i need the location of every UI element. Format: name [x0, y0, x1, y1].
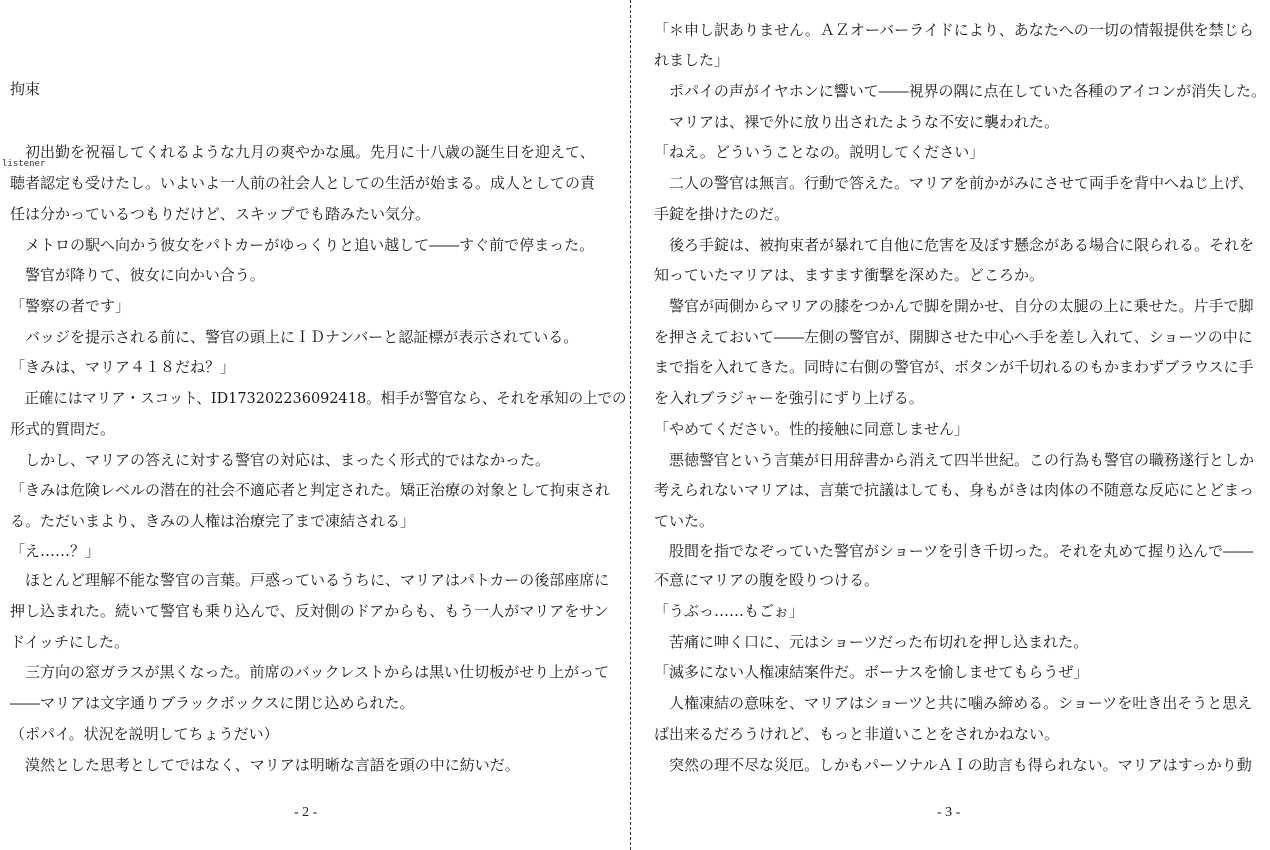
- chapter-title: 拘束: [10, 80, 41, 98]
- body-line: 三方向の窓ガラスが黒くなった。前席のバックレストからは黒い仕切板がせり上がって: [10, 663, 610, 681]
- body-line: を押さえておいて――左側の警官が、開脚させた中心へ手を差し入れて、ショーツの中に: [654, 328, 1253, 346]
- body-line: 「きみは、マリア４１８だね？」: [10, 358, 236, 376]
- body-line: ていた。: [654, 512, 715, 530]
- ruby-word: [2, 159, 46, 193]
- body-line: 初出勤を祝福してくれるような九月の爽やかな風。先月に十八歳の誕生日を迎えて、: [10, 143, 595, 161]
- body-line: バッジを提示される前に、警官の頭上にＩＤナンバーと認証標が表示されている。: [10, 328, 579, 346]
- right-page: [631, 0, 1270, 850]
- body-line: メトロの駅へ向かう彼女をパトカーがゆっくりと追い越して――すぐ前で停まった。: [10, 236, 595, 254]
- body-line-rest: 認定も受けたし。いよいよ一人前の社会人としての生活が始まる。成人としての責: [40, 174, 596, 192]
- body-line: 人権凍結の意味を、マリアはショーツと共に噛み締める。ショーツを吐き出そうと思え: [654, 694, 1253, 712]
- body-line: 「きみは危険レベルの潜在的社会不適応者と判定された。矯正治療の対象として拘束され: [10, 481, 611, 499]
- body-line: ポパイの声がイヤホンに響いて――視界の隅に点在していた各種のアイコンが消失した。: [654, 82, 1267, 100]
- body-line: 不意にマリアの腹を殴りつける。: [654, 571, 880, 589]
- body-line: 手錠を掛けたのだ。: [654, 205, 790, 223]
- body-line: 「うぶっ……もごぉ」: [654, 602, 804, 620]
- body-line: 漠然とした思考としてではなく、マリアは明晰な言語を頭の中に紡いだ。: [10, 756, 520, 774]
- body-line: 警官が両側からマリアの膝をつかんで脚を開かせ、自分の太腿の上に乗せた。片手で脚: [654, 297, 1254, 315]
- body-line: マリアは、裸で外に放り出されたような不安に襲われた。: [654, 113, 1060, 131]
- body-line: ドイッチにした。: [10, 633, 129, 651]
- body-line: 「え……？」: [10, 542, 101, 560]
- left-page: [0, 0, 630, 850]
- body-line: まで指を入れてきた。同時に右側の警官が、ボタンが千切れるのもかまわずブラウスに手: [654, 358, 1254, 376]
- ruby-base: 聴者: [10, 174, 41, 192]
- body-line: を入れブラジャーを強引にずり上げる。: [654, 389, 924, 407]
- body-line: れました」: [654, 51, 730, 69]
- body-line: 形式的質問だ。: [10, 420, 116, 438]
- body-line: 警官が降りて、彼女に向かい合う。: [10, 266, 265, 284]
- body-line: 悪徳警官という言葉が日用辞書から消えて四半世紀。この行為も警官の職務遂行としか: [654, 451, 1255, 469]
- body-line: 「ねえ。どういうことなの。説明してください」: [654, 143, 985, 161]
- body-line: しかし、マリアの答えに対する警官の対応は、まったく形式的ではなかった。: [10, 451, 551, 469]
- page-number: - 2 -: [294, 805, 318, 820]
- body-line: ――マリアは文字通りブラックボックスに閉じ込められた。: [10, 694, 415, 712]
- body-line: 「やめてください。性的接触に同意しません」: [654, 420, 970, 438]
- body-line: 知っていたマリアは、ますます衝撃を深めた。どころか。: [654, 266, 1045, 284]
- body-line: 股間を指でなぞっていた警官がショーツを引き千切った。それを丸めて握り込んで――: [654, 542, 1254, 560]
- body-line: 「警察の者です」: [10, 297, 131, 315]
- ruby-reading: listener: [2, 159, 46, 169]
- body-line: 押し込まれた。続いて警官も乗り込んで、反対側のドアからも、もう一人がマリアをサン: [10, 602, 609, 620]
- body-line: 苦痛に呻く口に、元はショーツだった布切れを押し込まれた。: [654, 633, 1089, 651]
- body-line: る。ただいまより、きみの人権は治療完了まで凍結される」: [10, 512, 416, 530]
- body-line: 考えられないマリアは、言葉で抗議はしても、身もがきは肉体の不随意な反応にとどまっ: [654, 481, 1255, 499]
- body-line: （ポパイ。状況を説明してちょうだい）: [10, 725, 279, 743]
- body-line: 後ろ手錠は、被拘束者が暴れて自他に危害を及ぼす懸念がある場合に限られる。それを: [654, 236, 1255, 254]
- body-line: ば出来るだろうけれど、もっと非道いことをされかねない。: [654, 725, 1060, 743]
- body-line: 二人の警官は無言。行動で答えた。マリアを前かがみにさせて両手を背中へねじ上げ、: [654, 174, 1254, 192]
- body-line: 突然の理不尽な災厄。しかもパーソナルＡＩの助言も得られない。マリアはすっかり動: [654, 756, 1252, 774]
- body-line-with-ruby: [2, 159, 596, 193]
- body-line: ほとんど理解不能な警官の言葉。戸惑っているうちに、マリアはパトカーの後部座席に: [10, 571, 610, 589]
- body-line: 「滅多にない人権凍結案件だ。ボーナスを愉しませてもらうぜ」: [654, 663, 1089, 681]
- page-number: - 3 -: [937, 805, 961, 820]
- body-line: 任は分かっているつもりだけど、スキップでも踏みたい気分。: [10, 205, 431, 223]
- body-line: 「＊申し訳ありません。ＡＺオーバーライドにより、あなたへの一切の情報提供を禁じら: [654, 21, 1254, 39]
- body-line: 正確にはマリア・スコット、ID173202236092418。相手が警官なら、それを承知の上での: [10, 389, 627, 407]
